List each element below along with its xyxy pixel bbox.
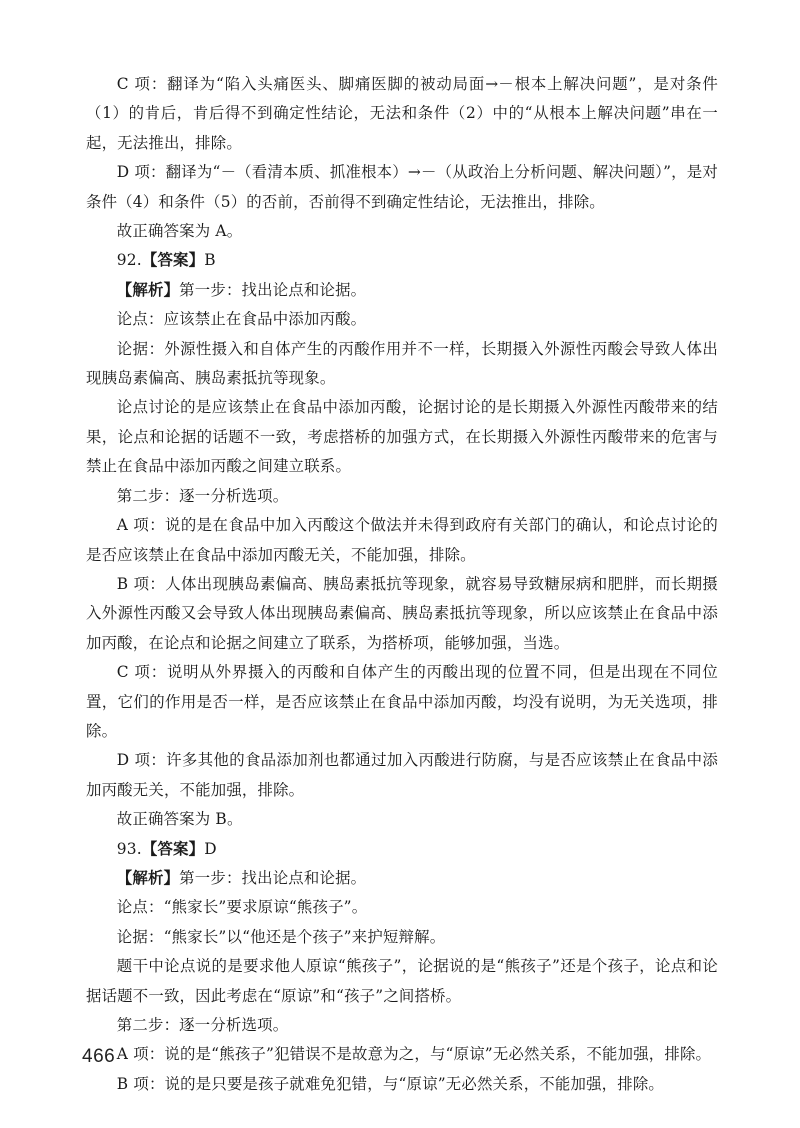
paragraph: D 项：许多其他的食品添加剂也都通过加入丙酸进行防腐，与是否应该禁止在食品中添加丙酸无关，不能加强，排除。 xyxy=(86,751,718,799)
analysis-text: 第一步：找出论点和论据。 xyxy=(179,280,367,299)
answer-value: D xyxy=(204,839,217,858)
analysis-tag: 【解析】 xyxy=(116,280,180,299)
analysis-text: 第一步：找出论点和论据。 xyxy=(179,868,367,887)
paragraph: 题干中论点说的是要求他人原谅“熊孩子”，论据说的是“熊孩子”还是个孩子，论点和论据话题不一致，因此考虑在“原谅”和“孩子”之间搭桥。 xyxy=(86,957,718,1005)
analysis-heading xyxy=(86,276,718,305)
paragraph: C 项：翻译为“陷入头痛医头、脚痛医脚的被动局面→－根本上解决问题”，是对条件（1）的肯后，肯后得不到确定性结论，无法和条件（2）中的“从根本上解决问题”串在一起，无法推出，排除。 xyxy=(86,75,718,152)
answer-heading xyxy=(86,246,718,275)
paragraph: B 项：说的是只要是孩子就难免犯错，与“原谅”无必然关系，不能加强，排除。 xyxy=(116,1074,665,1093)
page-number: 466 xyxy=(82,1046,116,1067)
answer-tag: 【答案】 xyxy=(141,251,205,270)
paragraph: 论据：“熊家长”以“他还是个孩子”来护短辩解。 xyxy=(116,927,446,946)
question-number: 92. xyxy=(116,251,142,270)
paragraph: 第二步：逐一分析选项。 xyxy=(116,1016,289,1034)
paragraph: 故正确答案为 B。 xyxy=(116,810,243,829)
paragraph: 第二步：逐一分析选项。 xyxy=(116,486,289,505)
question-number: 93. xyxy=(116,839,142,858)
paragraph: B 项：人体出现胰岛素偏高、胰岛素抵抗等现象，就容易导致糖尿病和肥胖，而长期摄入外源性丙酸又会导致人体出现胰岛素偏高、胰岛素抵抗等现象，所以应该禁止在食品中添加丙酸，在论点和论据之间建立了联系，为搭桥项，能够加强，当选。 xyxy=(86,574,718,652)
paragraph: 故正确答案为 A。 xyxy=(116,222,243,241)
paragraph: A 项：说的是“熊孩子”犯错误不是故意为之，与“原谅”无必然关系，不能加强，排除。 xyxy=(116,1045,712,1064)
answer-tag: 【答案】 xyxy=(141,839,205,858)
answer-heading xyxy=(86,835,718,864)
paragraph: D 项：翻译为“－（看清本质、抓准根本）→－（从政治上分析问题、解决问题）”，是对条件（4）和条件（5）的否前，否前得不到确定性结论，无法推出，排除。 xyxy=(86,163,718,211)
paragraph: A 项：说的是在食品中加入丙酸这个做法并未得到政府有关部门的确认，和论点讨论的是否应该禁止在食品中添加丙酸无关，不能加强，排除。 xyxy=(86,516,718,564)
body-text xyxy=(86,70,718,1099)
paragraph: 论据：外源性摄入和自体产生的丙酸作用并不一样，长期摄入外源性丙酸会导致人体出现胰岛素偏高、胰岛素抵抗等现象。 xyxy=(86,339,718,388)
paragraph: 论点：“熊家长”要求原谅“熊孩子”。 xyxy=(116,898,368,917)
paragraph: C 项：说明从外界摄入的丙酸和自体产生的丙酸出现的位置不同，但是出现在不同位置，它们的作用是否一样，是否应该禁止在食品中添加丙酸，均没有说明，为无关选项，排除。 xyxy=(86,663,718,740)
answer-value: B xyxy=(204,251,216,270)
analysis-tag: 【解析】 xyxy=(116,868,180,887)
paragraph: 论点：应该禁止在食品中添加丙酸。 xyxy=(116,310,367,329)
analysis-heading xyxy=(86,864,718,893)
paragraph: 论点讨论的是应该禁止在食品中添加丙酸，论据讨论的是长期摄入外源性丙酸带来的结果，论点和论据的话题不一致，考虑搭桥的加强方式，在长期摄入外源性丙酸带来的危害与禁止在食品中添加丙酸之间建立联系。 xyxy=(86,398,718,476)
